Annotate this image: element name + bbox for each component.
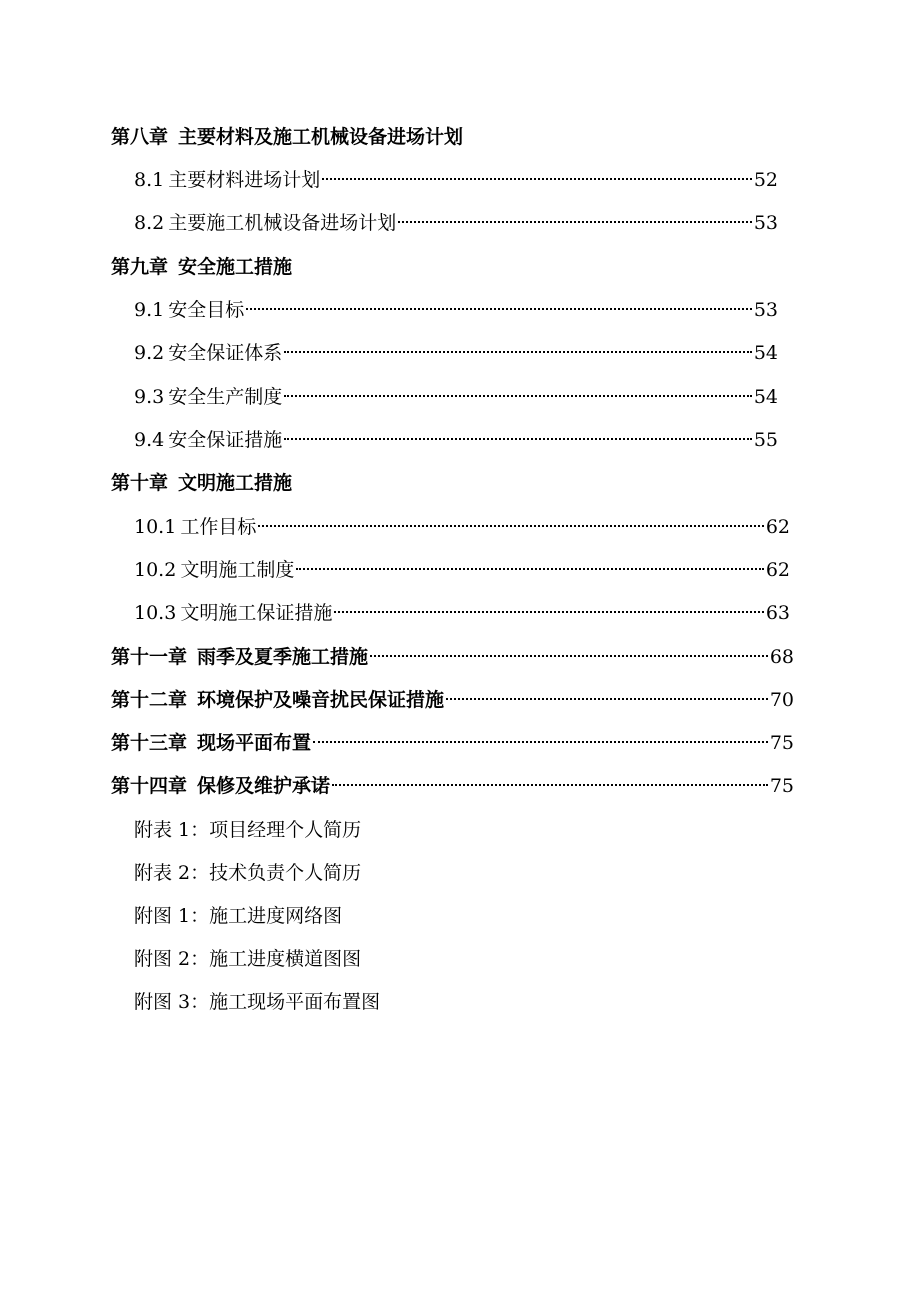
toc-section-title: 工作目标 (180, 516, 257, 538)
toc-chapter-11[interactable] (111, 644, 794, 670)
toc-chapter-9[interactable] (111, 254, 292, 280)
toc-appendix-label: 附图 1： (134, 905, 210, 927)
toc-leader-dots (332, 784, 768, 786)
toc-chapter-number: 第九章 (111, 256, 169, 278)
toc-appendix-table-2[interactable] (134, 860, 361, 886)
toc-chapter-title: 雨季及夏季施工措施 (197, 646, 369, 668)
toc-page-number: 54 (753, 386, 778, 408)
toc-chapter-10[interactable] (111, 470, 292, 496)
toc-chapter-title: 文明施工措施 (178, 472, 293, 494)
toc-leader-dots (398, 221, 752, 223)
toc-section-number: 10.1 (134, 516, 177, 538)
toc-leader-dots (296, 568, 763, 570)
toc-section-number: 10.3 (134, 602, 177, 624)
toc-chapter-12[interactable] (111, 687, 794, 713)
toc-appendix-label: 附表 1： (134, 819, 210, 841)
toc-chapter-number: 第十章 (111, 472, 169, 494)
toc-leader-dots (322, 178, 752, 180)
toc-page-number: 55 (753, 429, 778, 451)
toc-section-9-2[interactable] (134, 340, 778, 366)
toc-section-title: 主要材料进场计划 (168, 169, 321, 191)
toc-chapter-title: 保修及维护承诺 (197, 775, 331, 797)
toc-leader-dots (258, 525, 763, 527)
toc-leader-dots (446, 698, 768, 700)
toc-page-number: 53 (753, 299, 778, 321)
toc-leader-dots (284, 351, 752, 353)
toc-page-number: 75 (769, 732, 794, 754)
toc-section-number: 9.1 (134, 299, 165, 321)
toc-appendix-label: 附表 2： (134, 862, 210, 884)
toc-chapter-8[interactable] (111, 124, 463, 150)
toc-chapter-title: 环境保护及噪音扰民保证措施 (197, 689, 445, 711)
toc-chapter-title: 安全施工措施 (178, 256, 293, 278)
toc-appendix-figure-2[interactable] (134, 946, 361, 972)
toc-chapter-title: 主要材料及施工机械设备进场计划 (178, 126, 464, 148)
toc-appendix-label: 附图 3： (134, 991, 210, 1013)
toc-section-8-2[interactable] (134, 210, 778, 236)
toc-appendix-table-1[interactable] (134, 817, 361, 843)
toc-appendix-figure-3[interactable] (134, 989, 380, 1015)
toc-section-title: 文明施工制度 (180, 559, 295, 581)
toc-page-number: 53 (753, 212, 778, 234)
toc-page-number: 52 (753, 169, 778, 191)
toc-chapter-13[interactable] (111, 730, 794, 756)
toc-chapter-14[interactable] (111, 773, 794, 799)
toc-appendix-label: 附图 2： (134, 948, 210, 970)
toc-page-number: 62 (765, 559, 790, 581)
toc-page-number: 75 (769, 775, 794, 797)
toc-section-9-1[interactable] (134, 297, 778, 323)
toc-section-title: 安全保证措施 (168, 429, 283, 451)
toc-section-10-1[interactable] (134, 514, 790, 540)
toc-page-number: 54 (753, 342, 778, 364)
toc-appendix-title: 施工现场平面布置图 (209, 991, 381, 1013)
toc-appendix-title: 施工进度网络图 (209, 905, 343, 927)
toc-chapter-number: 第八章 (111, 126, 169, 148)
toc-leader-dots (313, 741, 768, 743)
toc-section-title: 安全保证体系 (168, 342, 283, 364)
toc-section-title: 安全生产制度 (168, 386, 283, 408)
toc-leader-dots (284, 438, 752, 440)
toc-section-number: 8.2 (134, 212, 165, 234)
toc-page-number: 70 (769, 689, 794, 711)
toc-leader-dots (370, 655, 768, 657)
toc-section-10-3[interactable] (134, 600, 790, 626)
toc-leader-dots (334, 611, 763, 613)
toc-section-number: 9.2 (134, 342, 165, 364)
toc-section-8-1[interactable] (134, 167, 778, 193)
toc-appendix-figure-1[interactable] (134, 903, 342, 929)
toc-section-title: 主要施工机械设备进场计划 (168, 212, 397, 234)
toc-appendix-title: 项目经理个人简历 (209, 819, 362, 841)
toc-section-number: 8.1 (134, 169, 165, 191)
toc-appendix-title: 技术负责个人简历 (209, 862, 362, 884)
toc-section-9-3[interactable] (134, 384, 778, 410)
toc-chapter-title: 现场平面布置 (197, 732, 312, 754)
toc-section-number: 9.3 (134, 386, 165, 408)
toc-leader-dots (284, 395, 752, 397)
toc-section-title: 安全目标 (168, 299, 245, 321)
toc-page-number: 68 (769, 646, 794, 668)
toc-chapter-number: 第十一章 (111, 646, 188, 668)
toc-chapter-number: 第十四章 (111, 775, 188, 797)
toc-section-title: 文明施工保证措施 (180, 602, 333, 624)
toc-section-number: 9.4 (134, 429, 165, 451)
toc-page-number: 63 (765, 602, 790, 624)
toc-leader-dots (246, 308, 752, 310)
toc-appendix-title: 施工进度横道图图 (209, 948, 362, 970)
toc-section-9-4[interactable] (134, 427, 778, 453)
toc-chapter-number: 第十二章 (111, 689, 188, 711)
toc-chapter-number: 第十三章 (111, 732, 188, 754)
toc-page-number: 62 (765, 516, 790, 538)
toc-section-10-2[interactable] (134, 557, 790, 583)
toc-section-number: 10.2 (134, 559, 177, 581)
